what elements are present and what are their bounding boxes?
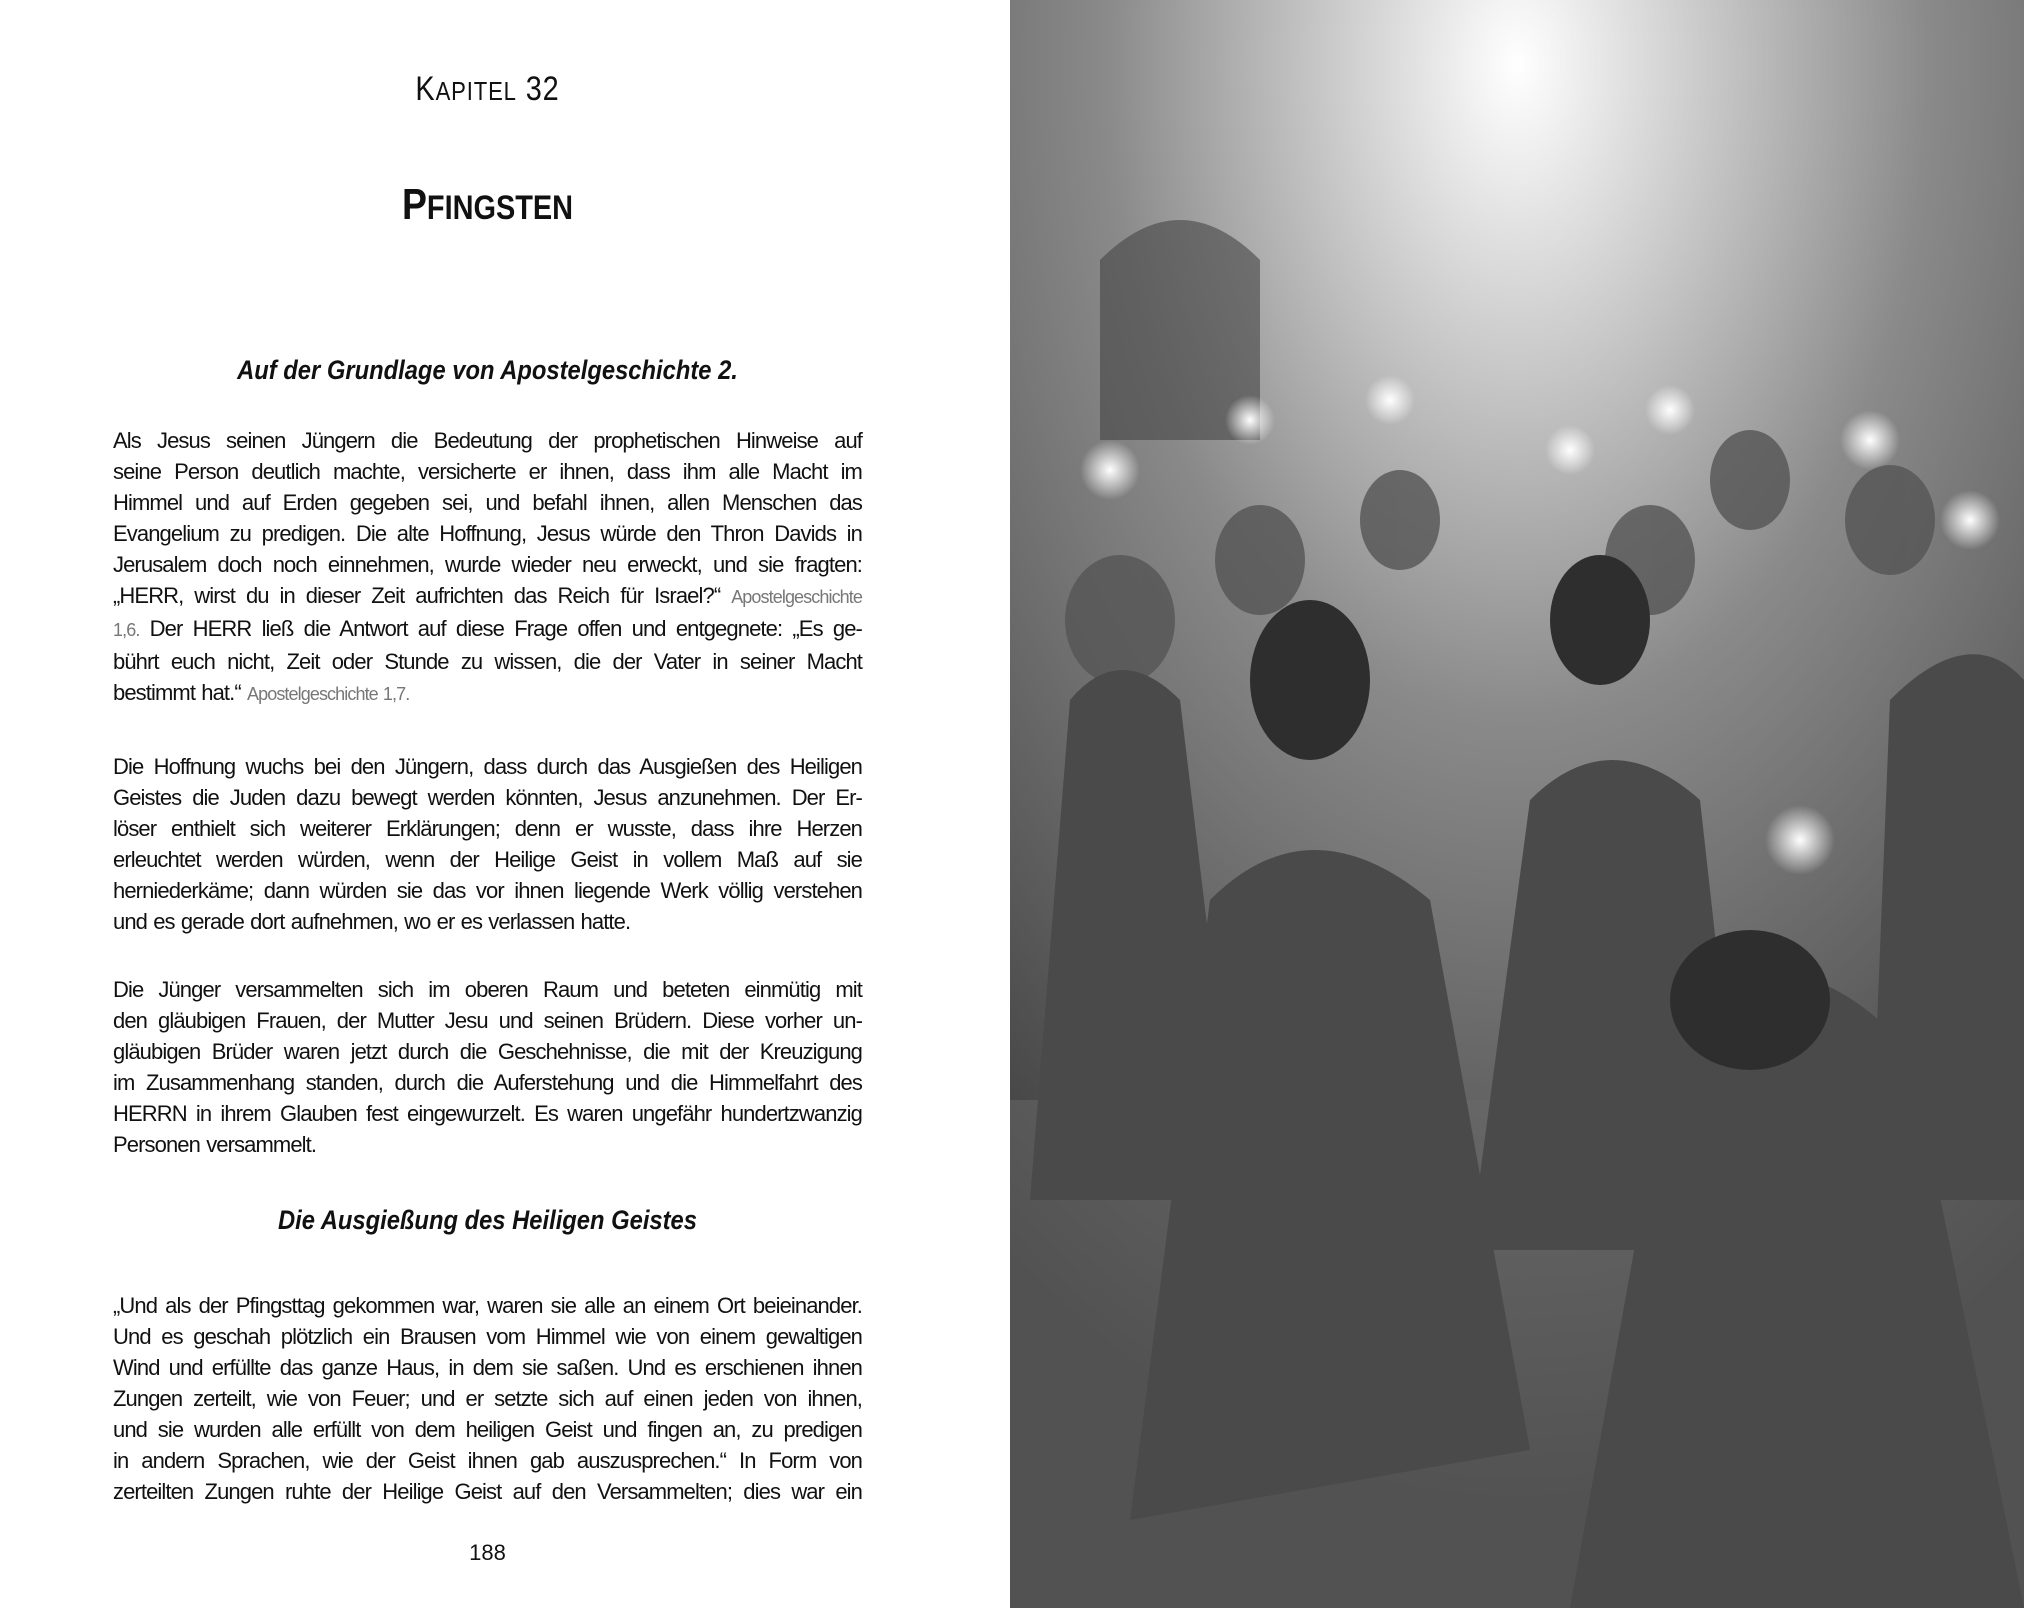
- text-line: Personen versammelt.: [113, 1132, 317, 1157]
- paragraph: [113, 974, 862, 1160]
- scripture-reference: 1,6.: [113, 620, 140, 640]
- chapter-label-rest: APITEL: [435, 76, 517, 106]
- text-line: HERRN in ihrem Glauben fest eingewurzelt. Es waren ungefähr hundertzwanzig: [113, 1101, 862, 1126]
- chapter-number: 32: [525, 70, 560, 108]
- scripture-reference: Apostelgeschichte: [731, 587, 862, 607]
- text-line: gläubigen Brüder waren jetzt durch die Geschehnisse, die mit der Kreuzigung: [113, 1039, 862, 1064]
- text-segment: bestimmt hat.“: [113, 680, 241, 705]
- section-heading: Auf der Grundlage von Apostelgeschichte 2.: [237, 355, 738, 385]
- text-line: [113, 580, 862, 613]
- text-line: Und es geschah plötzlich ein Brausen vom Himmel wie von einem gewaltigen: [113, 1324, 862, 1349]
- text-segment: Der HERR ließ die Antwort auf diese Frage offen und entgegnete: „Es ge-: [149, 616, 862, 641]
- text-line: Jerusalem doch noch einnehmen, wurde wieder neu erweckt, und sie fragten:: [113, 552, 862, 577]
- text-line: bührt euch nicht, Zeit oder Stunde zu wissen, die der Vater in seiner Macht: [113, 649, 862, 674]
- text-segment: „HERR, wirst du in dieser Zeit aufrichten das Reich für Israel?“: [113, 583, 721, 608]
- text-line: und es gerade dort aufnehmen, wo er es verlassen hatte.: [113, 909, 631, 934]
- text-line: erleuchtet werden würden, wenn der Heilige Geist in vollem Maß auf sie: [113, 847, 862, 872]
- text-line: seine Person deutlich machte, versicherte er ihnen, dass ihm alle Macht im: [113, 459, 862, 484]
- title-rest: FINGSTEN: [426, 189, 574, 227]
- text-line: Die Jünger versammelten sich im oberen Raum und beteten einmütig mit: [113, 977, 862, 1002]
- text-line: Evangelium zu predigen. Die alte Hoffnung, Jesus würde den Thron Davids in: [113, 521, 862, 546]
- text-line: [113, 613, 862, 646]
- illustration-art: [1010, 0, 2024, 1608]
- paragraph: [113, 1290, 862, 1507]
- title-initial: P: [401, 180, 427, 229]
- chapter-label-initial: K: [415, 70, 436, 108]
- chapter-label: [169, 70, 806, 109]
- text-line: den gläubigen Frauen, der Mutter Jesu und seinen Brüdern. Diese vorher un-: [113, 1008, 862, 1033]
- text-line: Als Jesus seinen Jüngern die Bedeutung der prophetischen Hinweise auf: [113, 428, 862, 453]
- text-line: zerteilten Zungen ruhte der Heilige Geist auf den Versammelten; dies war ein: [113, 1479, 862, 1504]
- text-line: löser enthielt sich weiterer Erklärungen; denn er wusste, dass ihre Herzen: [113, 816, 862, 841]
- left-page: [0, 0, 1010, 1608]
- text-line: Die Hoffnung wuchs bei den Jüngern, dass durch das Ausgießen des Heiligen: [113, 754, 862, 779]
- text-line: Himmel und auf Erden gegeben sei, und befahl ihnen, allen Menschen das: [113, 490, 862, 515]
- text-line: Zungen zerteilt, wie von Feuer; und er setzte sich auf einen jeden von ihnen,: [113, 1386, 862, 1411]
- text-line: und sie wurden alle erfüllt von dem heiligen Geist und fingen an, zu predigen: [113, 1417, 862, 1442]
- page-number: 188: [469, 1540, 506, 1565]
- text-line: „Und als der Pfingsttag gekommen war, waren sie alle an einem Ort beieinander.: [113, 1293, 862, 1318]
- paragraph: [113, 425, 862, 710]
- text-line: in andern Sprachen, wie der Geist ihnen gab auszusprechen.“ In Form von: [113, 1448, 862, 1473]
- scripture-reference: Apostelgeschichte 1,7.: [247, 684, 410, 704]
- text-line: Geistes die Juden dazu bewegt werden könnten, Jesus anzunehmen. Der Er-: [113, 785, 862, 810]
- text-line: im Zusammenhang standen, durch die Auferstehung und die Himmelfahrt des: [113, 1070, 862, 1095]
- text-line: herniederkäme; dann würden sie das vor ihnen liegende Werk völlig verstehen: [113, 878, 862, 903]
- chapter-title: [169, 180, 806, 230]
- text-line: Wind und erfüllte das ganze Haus, in dem sie saßen. Und es erschienen ihnen: [113, 1355, 862, 1380]
- text-line: [113, 677, 862, 710]
- section-heading: Die Ausgießung des Heiligen Geistes: [278, 1205, 697, 1235]
- paragraph: [113, 751, 862, 937]
- illustration-pentecost: [1010, 0, 2024, 1608]
